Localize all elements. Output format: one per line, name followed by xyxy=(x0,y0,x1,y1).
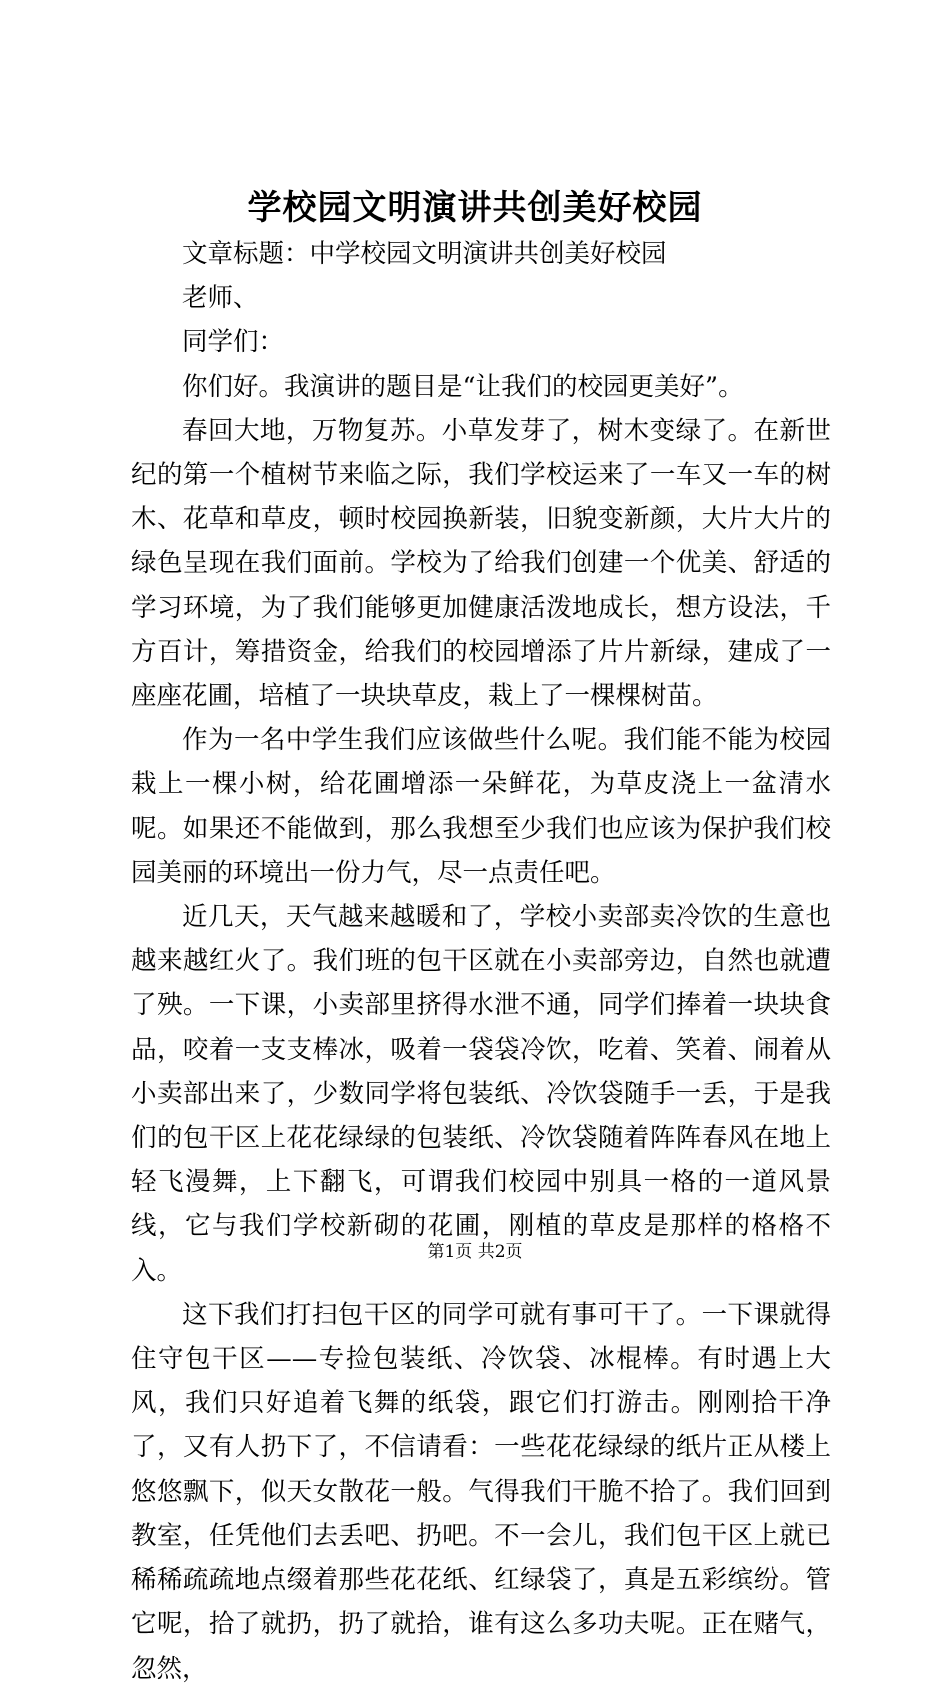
paragraph-article-title: 文章标题：中学校园文明演讲共创美好校园 xyxy=(182,239,667,269)
paragraph-what-to-do: 作为一名中学生我们应该做些什么呢。我们能不能为校园栽上一棵小树，给花圃增添一朵鲜花，为草皮浇上一盆清水呢。如果还不能做到，那么我想至少我们也应该为保护我们校园美丽的环境出一份力气，尽一点责任吧。 xyxy=(131,725,831,888)
paragraph-greeting-teachers: 老师、 xyxy=(182,283,259,314)
document-title: 学校园文明演讲共创美好校园 xyxy=(247,188,703,228)
paragraph-shop: 近几天，天气越来越暖和了，学校小卖部卖冷饮的生意也越来越红火了。我们班的包干区就在小卖部旁边，自然也就遭了殃。一下课，小卖部里挤得水泄不通，同学们捧着一块块食品，咬着一支支棒冰，吸着一袋袋冷饮，吃着、笑着、闹着从小卖部出来了，少数同学将包装纸、冷饮袋随手一丢，于是我们的包干区上花花绿绿的包装纸、冷饮袋随着阵阵春风在地上轻飞漫舞，上下翻飞，可谓我们校园中别具一格的一道风景线，它与我们学校新砌的花圃，刚植的草皮是那样的格格不入。 xyxy=(131,902,831,1286)
paragraph-spring: 春回大地，万物复苏。小草发芽了，树木变绿了。在新世纪的第一个植树节来临之际，我们学校运来了一车又一车的树木、花草和草皮，顿时校园换新装，旧貌变新颜，大片大片的绿色呈现在我们面前。学校为了给我们创建一个优美、舒适的学习环境，为了我们能够更加健康活泼地成长，想方设法，千方百计，筹措资金，给我们的校园增添了片片新绿，建成了一座座花圃，培植了一块块草皮，栽上了一棵棵树苗。 xyxy=(131,415,831,712)
paragraph-cleaning: 这下我们打扫包干区的同学可就有事可干了。一下课就得住守包干区——专捡包装纸、冷饮袋、冰棍棒。有时遇上大风，我们只好追着飞舞的纸袋，跟它们打游击。刚刚拾干净了，又有人扔下了，不信请看：一些花花绿绿的纸片正从楼上悠悠飘下，似天女散花一般。气得我们干脆不拾了。我们回到教室，任凭他们去丢吧、扔吧。不一会儿，我们包干区上就已稀稀疏疏地点缀着那些花花纸、红绿袋了，真是五彩缤纷。管它呢，拾了就扔，扔了就拾，谁有这么多功夫呢。正在赌气，忽然， xyxy=(131,1299,831,1684)
page-footer: 第1页 共2页 xyxy=(427,1242,523,1262)
paragraph-intro: 你们好。我演讲的题目是“让我们的校园更美好”。 xyxy=(182,371,744,402)
document-body xyxy=(131,232,831,1691)
paragraph-greeting-students: 同学们： xyxy=(182,327,285,358)
